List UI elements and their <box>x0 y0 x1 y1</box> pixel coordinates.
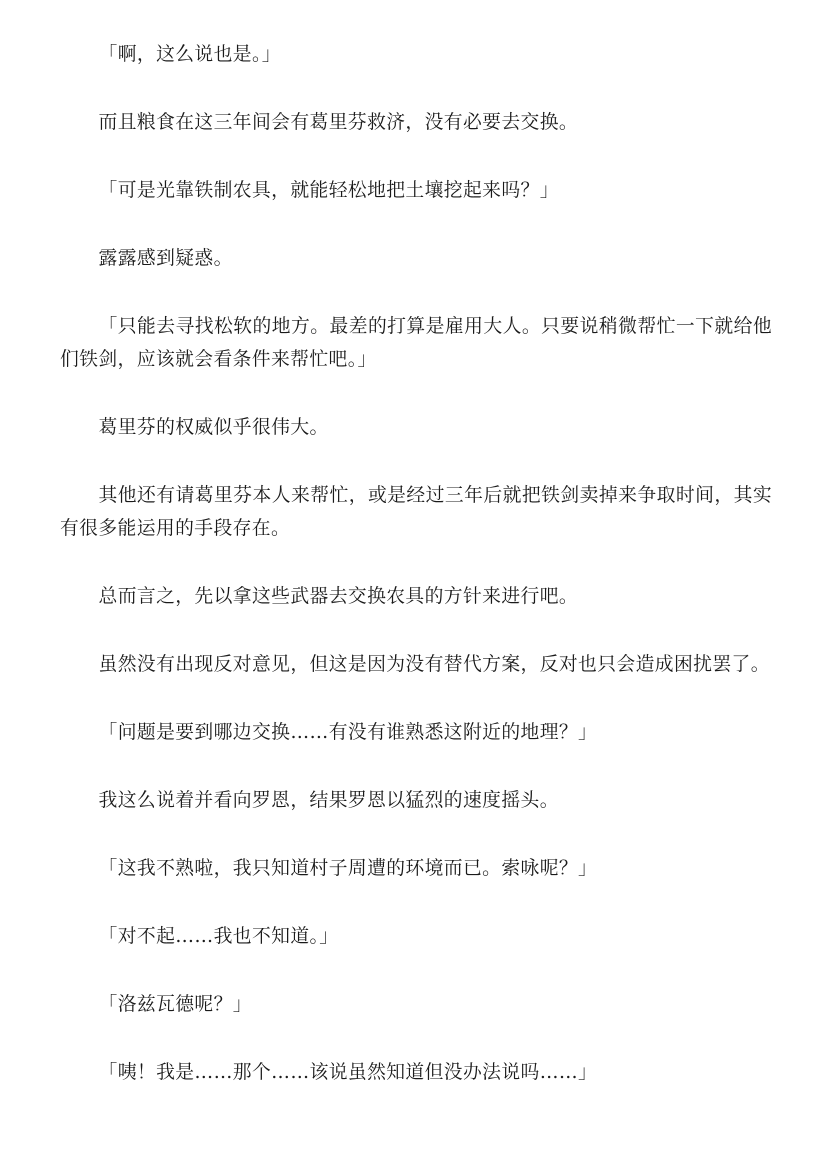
paragraph: 「只能去寻找松软的地方。最差的打算是雇用大人。只要说稍微帮忙一下就给他们铁剑，应该就会看条件来帮忙吧。」 <box>60 316 772 370</box>
paragraph: 「啊，这么说也是。」 <box>98 44 281 65</box>
paragraph: 而且粮食在这三年间会有葛里芬救济，没有必要去交换。 <box>98 112 579 133</box>
document-page <box>60 38 772 1124</box>
paragraph: 「洛兹瓦德呢？」 <box>98 994 252 1015</box>
paragraph: 葛里芬的权威似乎很伟大。 <box>98 417 329 438</box>
paragraph: 「问题是要到哪边交换……有没有谁熟悉这附近的地理？」 <box>98 722 598 743</box>
paragraph: 总而言之，先以拿这些武器去交换农具的方针来进行吧。 <box>98 586 579 607</box>
paragraph: 「这我不熟啦，我只知道村子周遭的环境而已。索咏呢？」 <box>98 858 598 879</box>
paragraph: 我这么说着并看向罗恩，结果罗恩以猛烈的速度摇头。 <box>98 790 559 811</box>
paragraph: 露露感到疑惑。 <box>98 248 233 269</box>
paragraph: 虽然没有出现反对意见，但这是因为没有替代方案，反对也只会造成困扰罢了。 <box>98 654 770 675</box>
paragraph: 「对不起……我也不知道。」 <box>98 926 339 947</box>
paragraph: 其他还有请葛里芬本人来帮忙，或是经过三年后就把铁剑卖掉来争取时间，其实有很多能运用的手段存在。 <box>60 485 772 539</box>
paragraph: 「咦！我是……那个……该说虽然知道但没办法说吗……」 <box>98 1062 598 1083</box>
paragraph: 「可是光靠铁制农具，就能轻松地把土壤挖起来吗？」 <box>98 180 559 201</box>
